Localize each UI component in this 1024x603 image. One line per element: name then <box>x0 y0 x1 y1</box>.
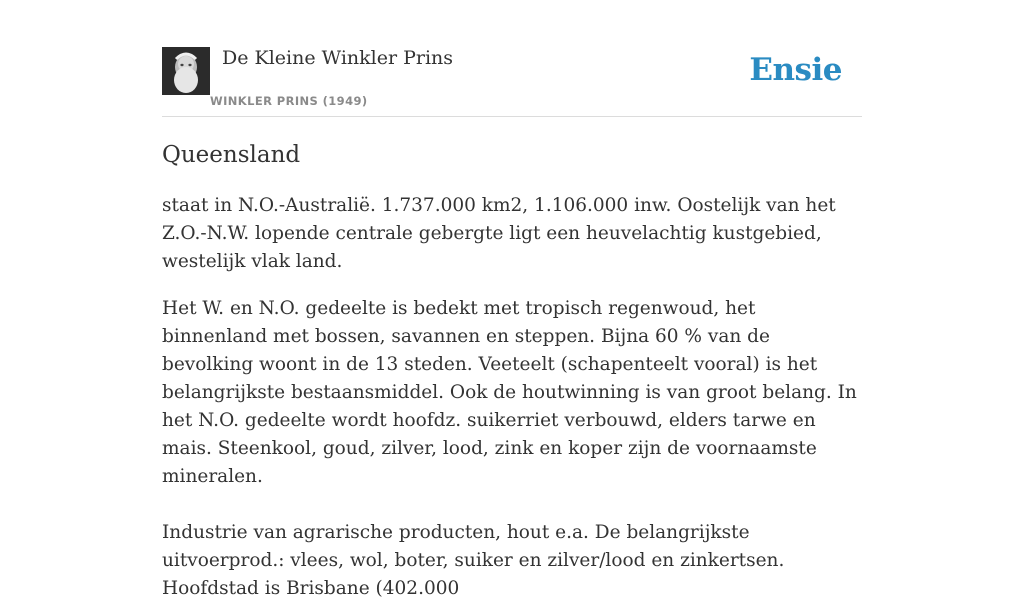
site-header <box>162 0 862 117</box>
article-paragraph: staat in N.O.-Australië. 1.737.000 km2, 1.106.000 inw. Oostelijk van het Z.O.-N.W. lopende centrale gebergte ligt een heuvelachtig kustgebied, westelijk vlak land. <box>162 195 836 272</box>
article-body <box>162 192 862 603</box>
brand-logo[interactable]: Ensie <box>749 52 842 88</box>
article-title: Queensland <box>162 142 301 168</box>
article-paragraph: Het W. en N.O. gedeelte is bedekt met tropisch regenwoud, het binnenland met bossen, savannen en steppen. Bijna 60 % van de bevolking woont in de 13 steden. Veeteelt (schapenteelt vooral) is het belangrijkste bestaansmiddel. Ook de houtwinning is van groot belang. In het N.O. gedeelte wordt hoofdz. suikerriet verbouwd, elders tarwe en mais. Steenkool, goud, zilver, lood, zink en koper zijn de voornaamste mineralen. <box>162 298 857 487</box>
author-portrait-icon[interactable] <box>162 47 210 95</box>
article-paragraph: Industrie van agrarische producten, hout e.a. De belangrijkste uitvoerprod.: vlees, wol, boter, suiker en zilver/lood en zinkertsen. Hoofdstad is Brisbane (402.000 <box>162 522 785 599</box>
book-source-label[interactable]: WINKLER PRINS (1949) <box>210 94 368 108</box>
book-title[interactable]: De Kleine Winkler Prins <box>222 47 454 69</box>
